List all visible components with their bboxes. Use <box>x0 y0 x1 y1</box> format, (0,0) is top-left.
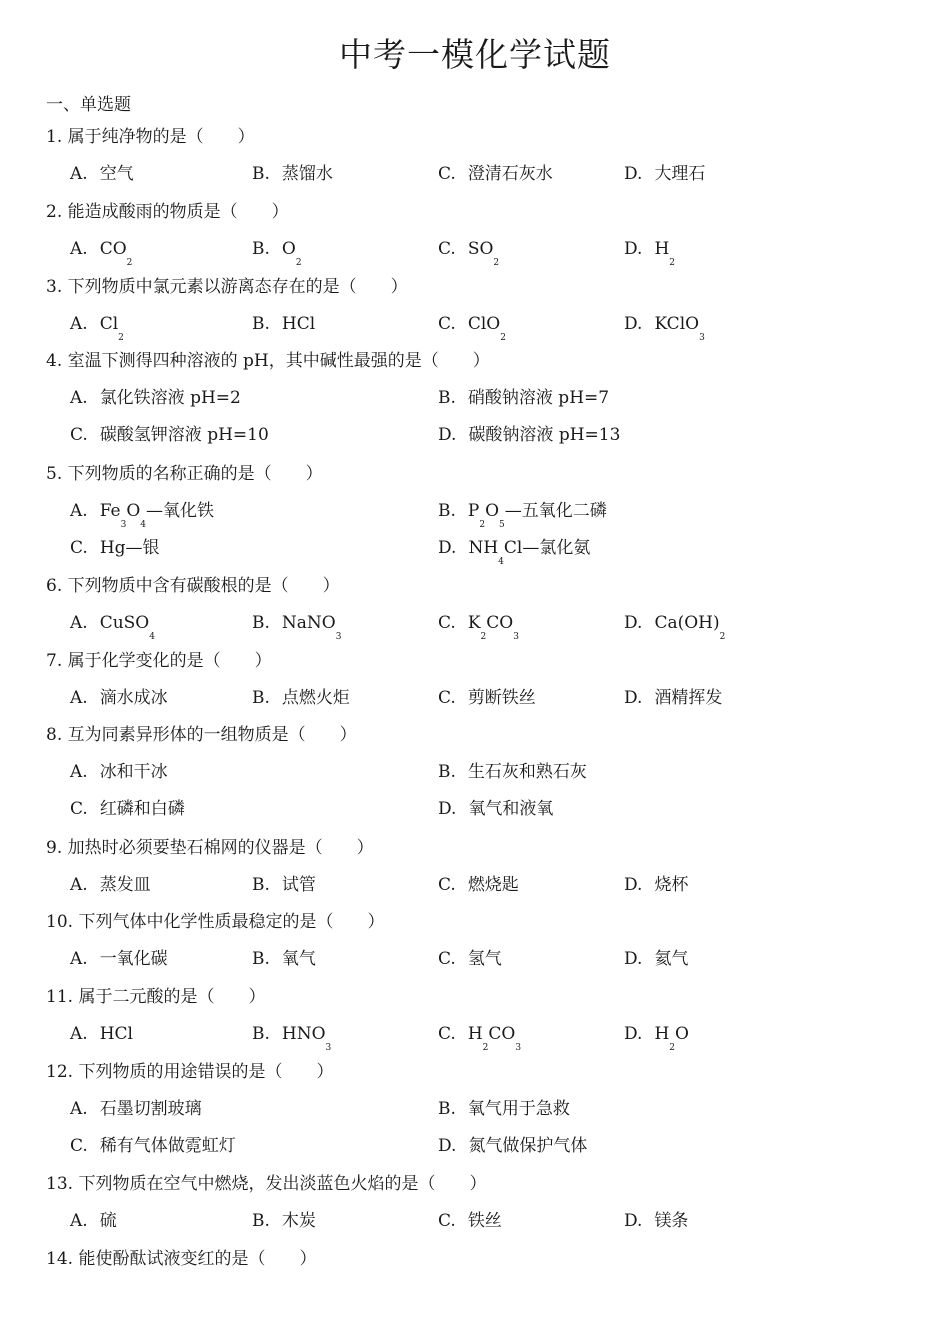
formula-part: 酒精挥发 <box>654 687 723 708</box>
formula-part: —五氧化二磷 <box>504 500 607 521</box>
subscript: 3 <box>699 332 705 343</box>
subscript: 4 <box>498 556 504 567</box>
formula-part: 碳酸钠溶液 pH=13 <box>468 425 621 446</box>
formula-part: Cl—氯化氨 <box>503 537 591 558</box>
option-text <box>100 1097 202 1121</box>
formula-part: HCl <box>99 1024 133 1045</box>
option-text <box>468 386 609 410</box>
question-stem: 11. 属于二元酸的是（ ） <box>46 987 266 1008</box>
question-item <box>0 1247 950 1284</box>
option-text <box>468 797 553 821</box>
option-row <box>0 499 950 536</box>
option-letter: A. <box>70 388 88 409</box>
question-item <box>0 275 950 343</box>
option-d <box>624 1022 689 1054</box>
option-b <box>438 386 609 410</box>
option-letter: D. <box>624 949 643 970</box>
option-text <box>467 1022 522 1054</box>
formula-part: H <box>467 1024 483 1045</box>
question-stem: 2. 能造成酸雨的物质是（ ） <box>46 201 289 222</box>
question-stem: 10. 下列气体中化学性质最稳定的是（ ） <box>46 912 385 933</box>
option-row <box>0 423 950 460</box>
formula-part: 一氧化碳 <box>99 949 168 970</box>
option-letter: D. <box>624 238 643 259</box>
question-stem: 13. 下列物质在空气中燃烧，发出淡蓝色火焰的是（ ） <box>46 1174 487 1195</box>
option-letter: B. <box>438 388 456 409</box>
formula-part: SO <box>467 238 494 259</box>
option-text <box>468 760 587 784</box>
option-text <box>100 386 241 410</box>
option-letter: B. <box>438 500 456 521</box>
formula-part: 碳酸氢钾溶液 pH=10 <box>99 425 269 446</box>
option-text <box>467 499 607 530</box>
question-stem: 4. 室温下测得四种溶液的 pH，其中碱性最强的是（ ） <box>46 351 490 372</box>
formula-part: 试管 <box>281 874 316 895</box>
formula-part: 木炭 <box>281 1211 316 1232</box>
option-text <box>654 237 675 268</box>
option-letter: D. <box>624 313 643 334</box>
option-b <box>438 760 587 784</box>
formula-part: 氢气 <box>467 949 502 970</box>
option-letter: B. <box>252 1211 270 1232</box>
subscript: 4 <box>140 519 147 530</box>
option-text <box>100 1022 133 1046</box>
formula-part: 蒸馏水 <box>281 164 333 184</box>
option-letter: B. <box>438 1099 456 1119</box>
formula-part: ClO <box>467 313 501 334</box>
option-d <box>624 611 726 642</box>
subscript: 5 <box>499 519 505 530</box>
option-a <box>70 760 168 784</box>
option-d <box>438 1134 587 1158</box>
option-row <box>0 611 950 648</box>
option-letter: B. <box>252 687 270 708</box>
option-letter: C. <box>438 238 456 259</box>
formula-part: 氧气用于急救 <box>467 1099 570 1119</box>
option-c <box>438 611 519 642</box>
option-b <box>438 1097 570 1121</box>
option-letter: A. <box>70 1024 88 1045</box>
option-b <box>438 499 607 530</box>
option-letter: C. <box>70 425 88 446</box>
formula-part: 燃烧匙 <box>467 874 519 895</box>
option-text <box>100 1134 236 1158</box>
option-text <box>468 1209 502 1233</box>
option-text <box>281 1022 332 1054</box>
option-text <box>282 686 350 710</box>
option-letter: A. <box>70 164 88 184</box>
option-a <box>70 1022 133 1046</box>
option-text <box>282 947 316 971</box>
option-text <box>654 1022 689 1054</box>
option-text <box>100 686 168 710</box>
option-text <box>654 312 705 343</box>
option-text <box>468 1097 570 1121</box>
option-c <box>438 312 506 343</box>
formula-part: CO <box>99 238 127 259</box>
question-stem: 3. 下列物质中氯元素以游离态存在的是（ ） <box>46 276 408 297</box>
formula-part: 氯化铁溶液 pH=2 <box>99 388 241 409</box>
option-a <box>70 873 151 897</box>
option-text <box>100 536 160 560</box>
option-letter: B. <box>252 1024 270 1045</box>
formula-part: 硫 <box>99 1211 117 1232</box>
formula-part: HCl <box>281 313 316 334</box>
option-c <box>438 1209 502 1233</box>
option-a <box>70 686 168 710</box>
option-row <box>0 1097 950 1134</box>
question-item <box>0 910 950 970</box>
option-text <box>468 536 591 567</box>
formula-part: O <box>675 1024 689 1045</box>
option-d <box>624 1209 688 1233</box>
option-text <box>100 873 151 897</box>
formula-part: O <box>126 500 141 521</box>
option-b <box>252 237 302 268</box>
subscript: 2 <box>479 519 486 530</box>
option-row <box>0 1022 950 1059</box>
option-letter: A. <box>70 687 88 708</box>
option-b <box>252 611 342 642</box>
option-letter: D. <box>438 799 457 820</box>
subscript: 2 <box>669 1043 675 1054</box>
option-letter: C. <box>70 799 88 820</box>
option-c <box>438 162 553 186</box>
option-letter: D. <box>438 537 457 558</box>
formula-part: P <box>467 500 480 521</box>
option-row <box>0 1134 950 1171</box>
option-text <box>467 312 506 343</box>
subscript: 2 <box>500 332 506 343</box>
section-heading: 一、单选题 <box>46 95 131 115</box>
option-b <box>252 686 350 710</box>
option-text <box>654 162 705 186</box>
question-stem: 5. 下列物质的名称正确的是（ ） <box>46 463 323 484</box>
option-letter: B. <box>252 612 270 633</box>
option-letter: D. <box>438 425 457 446</box>
option-a <box>70 386 241 410</box>
formula-part: CO <box>486 612 514 633</box>
option-text <box>282 162 333 186</box>
option-text <box>468 947 502 971</box>
option-a <box>70 499 215 530</box>
option-c <box>70 1134 236 1158</box>
option-letter: B. <box>252 238 270 259</box>
formula-part: —氧化铁 <box>146 500 215 521</box>
option-letter: C. <box>438 949 456 970</box>
option-text <box>282 873 316 897</box>
option-a <box>70 1097 202 1121</box>
option-c <box>438 947 502 971</box>
option-a <box>70 162 134 186</box>
option-letter: A. <box>70 1211 88 1232</box>
option-text <box>468 1134 587 1158</box>
option-text <box>281 611 342 642</box>
formula-part: NaNO <box>281 612 336 633</box>
option-letter: C. <box>70 537 88 558</box>
formula-part: 氧气和液氧 <box>468 799 554 820</box>
subscript: 3 <box>325 1043 332 1054</box>
question-item <box>0 200 950 268</box>
formula-part: 烧杯 <box>654 874 689 895</box>
formula-part: H <box>654 238 670 259</box>
formula-part: O <box>485 500 500 521</box>
question-item <box>0 649 950 708</box>
option-letter: B. <box>252 313 270 334</box>
option-text <box>100 423 269 447</box>
option-b <box>252 873 316 897</box>
subscript: 3 <box>120 519 127 530</box>
formula-part: 氦气 <box>654 949 689 970</box>
option-b <box>252 312 315 336</box>
option-letter: B. <box>438 762 456 783</box>
formula-part: Cl <box>99 313 119 334</box>
option-letter: C. <box>70 1136 88 1156</box>
subscript: 2 <box>118 332 124 343</box>
option-row <box>0 873 950 910</box>
formula-part: CuSO <box>99 612 150 633</box>
option-row <box>0 237 950 274</box>
option-a <box>70 947 168 971</box>
formula-part: 滴水成冰 <box>99 687 168 708</box>
option-d <box>438 797 553 821</box>
option-c <box>438 237 500 268</box>
option-letter: B. <box>252 949 270 970</box>
option-text <box>100 797 185 821</box>
question-item <box>0 1172 950 1232</box>
option-letter: A. <box>70 1099 88 1119</box>
option-text <box>654 947 688 971</box>
option-d <box>624 162 705 186</box>
option-text <box>282 1209 316 1233</box>
subscript: 3 <box>335 631 342 642</box>
question-stem: 8. 互为同素异形体的一组物质是（ ） <box>46 725 357 746</box>
option-row <box>0 947 950 984</box>
option-d <box>624 947 688 971</box>
option-c <box>438 1022 522 1054</box>
option-letter: A. <box>70 612 88 633</box>
question-item <box>0 125 950 184</box>
option-text <box>100 760 168 784</box>
option-letter: D. <box>624 1211 643 1232</box>
question-stem: 6. 下列物质中含有碳酸根的是（ ） <box>46 575 340 596</box>
option-letter: C. <box>438 313 456 334</box>
question-stem: 12. 下列物质的用途错误的是（ ） <box>46 1062 334 1082</box>
option-c <box>70 423 269 447</box>
option-letter: D. <box>438 1136 457 1156</box>
option-row <box>0 312 950 349</box>
option-text <box>654 1209 688 1233</box>
option-b <box>252 1022 332 1054</box>
formula-part: 稀有气体做霓虹灯 <box>99 1136 236 1156</box>
subscript: 3 <box>515 1043 522 1054</box>
question-item <box>0 349 950 446</box>
option-a <box>70 611 155 642</box>
question-item <box>0 574 950 642</box>
formula-part: Hg—银 <box>99 537 160 558</box>
option-a <box>70 1209 117 1233</box>
formula-part: 石墨切割玻璃 <box>99 1099 202 1119</box>
option-c <box>70 797 185 821</box>
question-item <box>0 836 950 895</box>
option-row <box>0 760 950 797</box>
option-letter: D. <box>624 612 643 633</box>
option-letter: A. <box>70 949 88 970</box>
option-d <box>438 536 591 567</box>
subscript: 2 <box>480 631 487 642</box>
formula-part: Ca(OH) <box>654 612 720 633</box>
subscript: 3 <box>513 631 519 642</box>
question-stem: 14. 能使酚酞试液变红的是（ ） <box>46 1249 317 1269</box>
option-a <box>70 312 124 343</box>
option-letter: A. <box>70 238 88 259</box>
option-text <box>468 162 553 186</box>
option-letter: D. <box>624 687 643 708</box>
formula-part: 澄清石灰水 <box>467 164 553 184</box>
formula-part: 氧气 <box>281 949 316 970</box>
option-letter: C. <box>438 1024 456 1045</box>
formula-part: KClO <box>654 313 700 334</box>
option-letter: A. <box>70 874 88 895</box>
option-letter: C. <box>438 612 456 633</box>
option-text <box>468 873 519 897</box>
formula-part: 空气 <box>99 164 134 184</box>
formula-part: CO <box>488 1024 516 1045</box>
option-text <box>468 686 536 710</box>
formula-part: 蒸发皿 <box>99 874 151 895</box>
option-a <box>70 237 133 268</box>
option-d <box>624 873 688 897</box>
option-text <box>654 611 726 642</box>
option-d <box>624 237 675 268</box>
option-text <box>282 312 315 336</box>
option-text <box>100 162 134 186</box>
option-text <box>467 611 519 642</box>
formula-part: NH <box>468 537 499 558</box>
option-text <box>99 611 155 642</box>
option-c <box>70 536 160 560</box>
formula-part: 剪断铁丝 <box>467 687 536 708</box>
option-letter: C. <box>438 164 456 184</box>
option-b <box>252 162 333 186</box>
subscript: 4 <box>149 631 155 642</box>
option-text <box>99 312 124 343</box>
option-row <box>0 1209 950 1246</box>
option-b <box>252 1209 316 1233</box>
option-row <box>0 386 950 423</box>
formula-part: H <box>654 1024 670 1045</box>
formula-part: K <box>467 612 481 633</box>
formula-part: 生石灰和熟石灰 <box>467 762 587 783</box>
option-letter: B. <box>252 164 270 184</box>
formula-part: 氮气做保护气体 <box>468 1136 588 1156</box>
option-text <box>100 1209 117 1233</box>
subscript: 2 <box>669 257 675 268</box>
formula-part: 红磷和白磷 <box>99 799 185 820</box>
option-letter: C. <box>438 687 456 708</box>
formula-part: 大理石 <box>654 164 706 184</box>
formula-part: 铁丝 <box>467 1211 502 1232</box>
formula-part: 点燃火炬 <box>281 687 350 708</box>
formula-part: 镁条 <box>654 1211 689 1232</box>
option-text <box>100 947 168 971</box>
subscript: 2 <box>719 631 726 642</box>
option-text <box>467 237 500 268</box>
option-b <box>252 947 316 971</box>
option-text <box>468 423 620 447</box>
subscript: 2 <box>482 1043 489 1054</box>
question-item <box>0 1060 950 1156</box>
question-stem: 1. 属于纯净物的是（ ） <box>46 127 255 147</box>
option-letter: D. <box>624 1024 643 1045</box>
option-text <box>99 499 215 530</box>
option-d <box>438 423 620 447</box>
option-letter: B. <box>252 874 270 895</box>
formula-part: HNO <box>281 1024 326 1045</box>
exam-title: 中考一模化学试题 <box>339 35 611 74</box>
option-row <box>0 162 950 199</box>
option-row <box>0 536 950 573</box>
question-stem: 7. 属于化学变化的是（ ） <box>46 650 272 671</box>
option-c <box>438 873 519 897</box>
option-text <box>281 237 302 268</box>
formula-part: Fe <box>99 500 121 521</box>
subscript: 2 <box>295 257 302 268</box>
option-d <box>624 686 722 710</box>
option-letter: A. <box>70 762 88 783</box>
subscript: 2 <box>493 257 500 268</box>
option-row <box>0 686 950 723</box>
question-item <box>0 723 950 820</box>
question-item <box>0 985 950 1054</box>
question-item <box>0 462 950 567</box>
option-text <box>99 237 133 268</box>
option-letter: C. <box>438 1211 456 1232</box>
option-text <box>654 686 722 710</box>
formula-part: O <box>281 238 296 259</box>
option-text <box>654 873 688 897</box>
option-c <box>438 686 536 710</box>
option-letter: C. <box>438 874 456 895</box>
option-letter: A. <box>70 313 88 334</box>
formula-part: 硝酸钠溶液 pH=7 <box>467 388 610 409</box>
question-stem: 9. 加热时必须要垫石棉网的仪器是（ ） <box>46 837 374 858</box>
option-row <box>0 797 950 834</box>
option-letter: D. <box>624 874 643 895</box>
formula-part: 冰和干冰 <box>99 762 168 783</box>
subscript: 2 <box>126 257 133 268</box>
option-d <box>624 312 705 343</box>
option-letter: D. <box>624 164 643 184</box>
option-letter: A. <box>70 500 88 521</box>
